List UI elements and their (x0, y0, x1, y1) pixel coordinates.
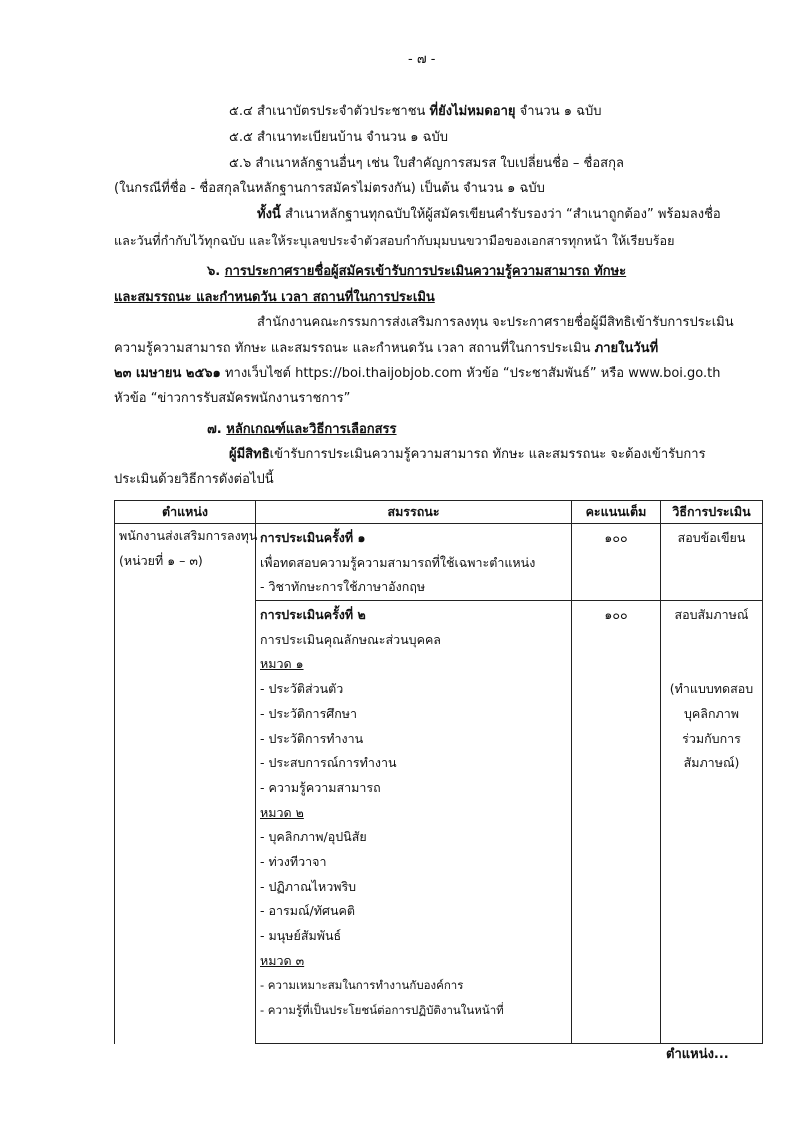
method-note: ร่วมกับการ (682, 730, 741, 746)
position-cell (115, 524, 256, 1044)
doc-item-text: จำนวน ๑ ฉบับ (515, 104, 602, 119)
table-row-round-1 (115, 524, 763, 601)
para-text: ความรู้ความสามารถ ทักษะ และสมรรถนะ และกำหนดวัน เวลา สถานที่ในการประเมิน (114, 341, 595, 356)
section6-para-2 (114, 339, 658, 359)
list-item: - ประวัติการทำงาน (260, 730, 364, 746)
round2-score (572, 601, 661, 1044)
para-text: ทางเว็บไซต์ https://boi.thaijobjob.com หัวข้อ “ประชาสัมพันธ์” หรือ www.boi.go.th (220, 366, 721, 381)
continued-marker: ตำแหน่ง... (666, 1047, 729, 1062)
list-item: - ประวัติส่วนตัว (260, 681, 344, 697)
method-note: บุคลิกภาพ (683, 705, 740, 721)
round2-method (661, 601, 763, 1044)
list-item: - อารมณ์/ทัศนคติ (260, 903, 355, 919)
section7-para-2: ประเมินด้วยวิธีการดังต่อไปนี้ (114, 472, 274, 487)
note-line-1 (257, 205, 721, 225)
para-text: เข้ารับการประเมินความรู้ความสามารถ ทักษะ และสมรรถนะ จะต้องเข้ารับการ (269, 447, 706, 462)
doc-item-bold: ที่ยังไม่หมดอายุ (429, 104, 516, 119)
section6-para-4: หัวข้อ “ข่าวการรับสมัครพนักงานราชการ” (114, 391, 351, 406)
list-item: - มนุษย์สัมพันธ์ (260, 928, 342, 943)
position-unit: (หน่วยที่ ๑ – ๓) (119, 552, 203, 568)
score-value: ๑๐๐ (604, 530, 628, 545)
para-bold: ผู้มีสิทธิ (229, 447, 270, 462)
header-competency: สมรรถนะ (256, 501, 572, 524)
assessment-table (114, 500, 763, 1044)
note-text: สำเนาหลักฐานทุกฉบับให้ผู้สมัครเขียนคำรับรองว่า “สำเนาถูกต้อง” พร้อมลงชื่อ (280, 207, 721, 222)
doc-item-text: ๕.๔ สำเนาบัตรประจำตัวประชาชน (229, 104, 430, 119)
spacer (665, 652, 758, 677)
list-item: - บุคลิกภาพ/อุปนิสัย (260, 829, 367, 845)
doc-item-5-6: ๕.๖ สำเนาหลักฐานอื่นๆ เช่น ใบสำคัญการสมรส ใบเปลี่ยนชื่อ – ชื่อสกุล (229, 156, 624, 171)
list-item: - ความรู้ความสามารถ (260, 779, 381, 795)
header-position: ตำแหน่ง (115, 501, 256, 524)
header-method: วิธีการประเมิน (661, 501, 763, 524)
group-2-title: หมวด ๒ (260, 804, 304, 820)
list-item: - ปฏิภาณไหวพริบ (260, 878, 357, 894)
section-number: ๗. (207, 422, 227, 437)
round1-method (661, 524, 763, 601)
list-item: - ประสบการณ์การทำงาน (260, 755, 397, 771)
doc-item-5-4 (229, 102, 602, 122)
round1-competency-cell (256, 524, 572, 601)
score-value: ๑๐๐ (604, 607, 628, 623)
spacer (665, 628, 758, 653)
section7-para-1 (229, 445, 706, 465)
section6-para-3 (114, 364, 720, 384)
position-name: พนักงานส่งเสริมการลงทุน (119, 528, 258, 543)
para-bold: ๒๓ เมษายน ๒๕๖๑ (114, 366, 221, 381)
page-number: - ๗ - (408, 52, 436, 67)
para-bold: ภายในวันที่ (594, 341, 659, 356)
list-item: - ท่วงทีวาจา (260, 853, 327, 869)
note-bold: ทั้งนี้ (257, 207, 281, 222)
round2-title: การประเมินครั้งที่ ๒ (260, 607, 366, 623)
section6-para-1: สำนักงานคณะกรรมการส่งเสริมการลงทุน จะประกาศรายชื่อผู้มีสิทธิเข้ารับการประเมิน (257, 315, 734, 330)
list-item: - ความเหมาะสมในการทำงานกับองค์การ (260, 978, 464, 993)
note-line-2: และวันที่กำกับไว้ทุกฉบับ และให้ระบุเลขประจำตัวสอบกำกับมุมบนขวามือของเอกสารทุกหน้า ให้เรียบร้อย (114, 233, 675, 248)
section6-heading-cont: และสมรรถนะ และกำหนดวัน เวลา สถานที่ในการประเมิน (114, 290, 435, 305)
table-header-row (115, 501, 763, 524)
doc-item-5-6-cont: (ในกรณีที่ชื่อ - ชื่อสกุลในหลักฐานการสมัครไม่ตรงกัน) เป็นต้น จำนวน ๑ ฉบับ (114, 181, 545, 196)
round1-desc: เพื่อทดสอบความรู้ความสามารถที่ใช้เฉพาะตำแหน่ง (260, 554, 536, 570)
round1-title: การประเมินครั้งที่ ๑ (260, 530, 366, 545)
method-value: สอบข้อเขียน (677, 530, 746, 545)
method-value: สอบสัมภาษณ์ (674, 607, 749, 623)
list-item: - ประวัติการศึกษา (260, 705, 358, 721)
header-full-score: คะแนนเต็ม (572, 501, 661, 524)
section7-heading (207, 420, 397, 440)
round1-item: - วิชาทักษะการใช้ภาษาอังกฤษ (260, 579, 426, 595)
round2-competency-cell (256, 601, 572, 1044)
method-note: (ทำแบบทดสอบ (669, 681, 754, 697)
method-note: สัมภาษณ์) (683, 755, 740, 771)
list-item: - ความรู้ที่เป็นประโยชน์ต่อการปฏิบัติงานในหน้าที่ (260, 1003, 504, 1018)
round2-desc: การประเมินคุณลักษณะส่วนบุคคล (260, 631, 441, 647)
group-3-title: หมวด ๓ (260, 952, 305, 968)
group-1-title: หมวด ๑ (260, 656, 304, 672)
round1-score (572, 524, 661, 601)
section-title: หลักเกณฑ์และวิธีการเลือกสรร (226, 422, 397, 437)
doc-item-5-5: ๕.๕ สำเนาทะเบียนบ้าน จำนวน ๑ ฉบับ (229, 130, 448, 145)
section-number: ๖. (207, 264, 225, 279)
section-title: การประกาศรายชื่อผู้สมัครเข้ารับการประเมินความรู้ความสามารถ ทักษะ (224, 264, 627, 279)
section6-heading (207, 262, 626, 282)
